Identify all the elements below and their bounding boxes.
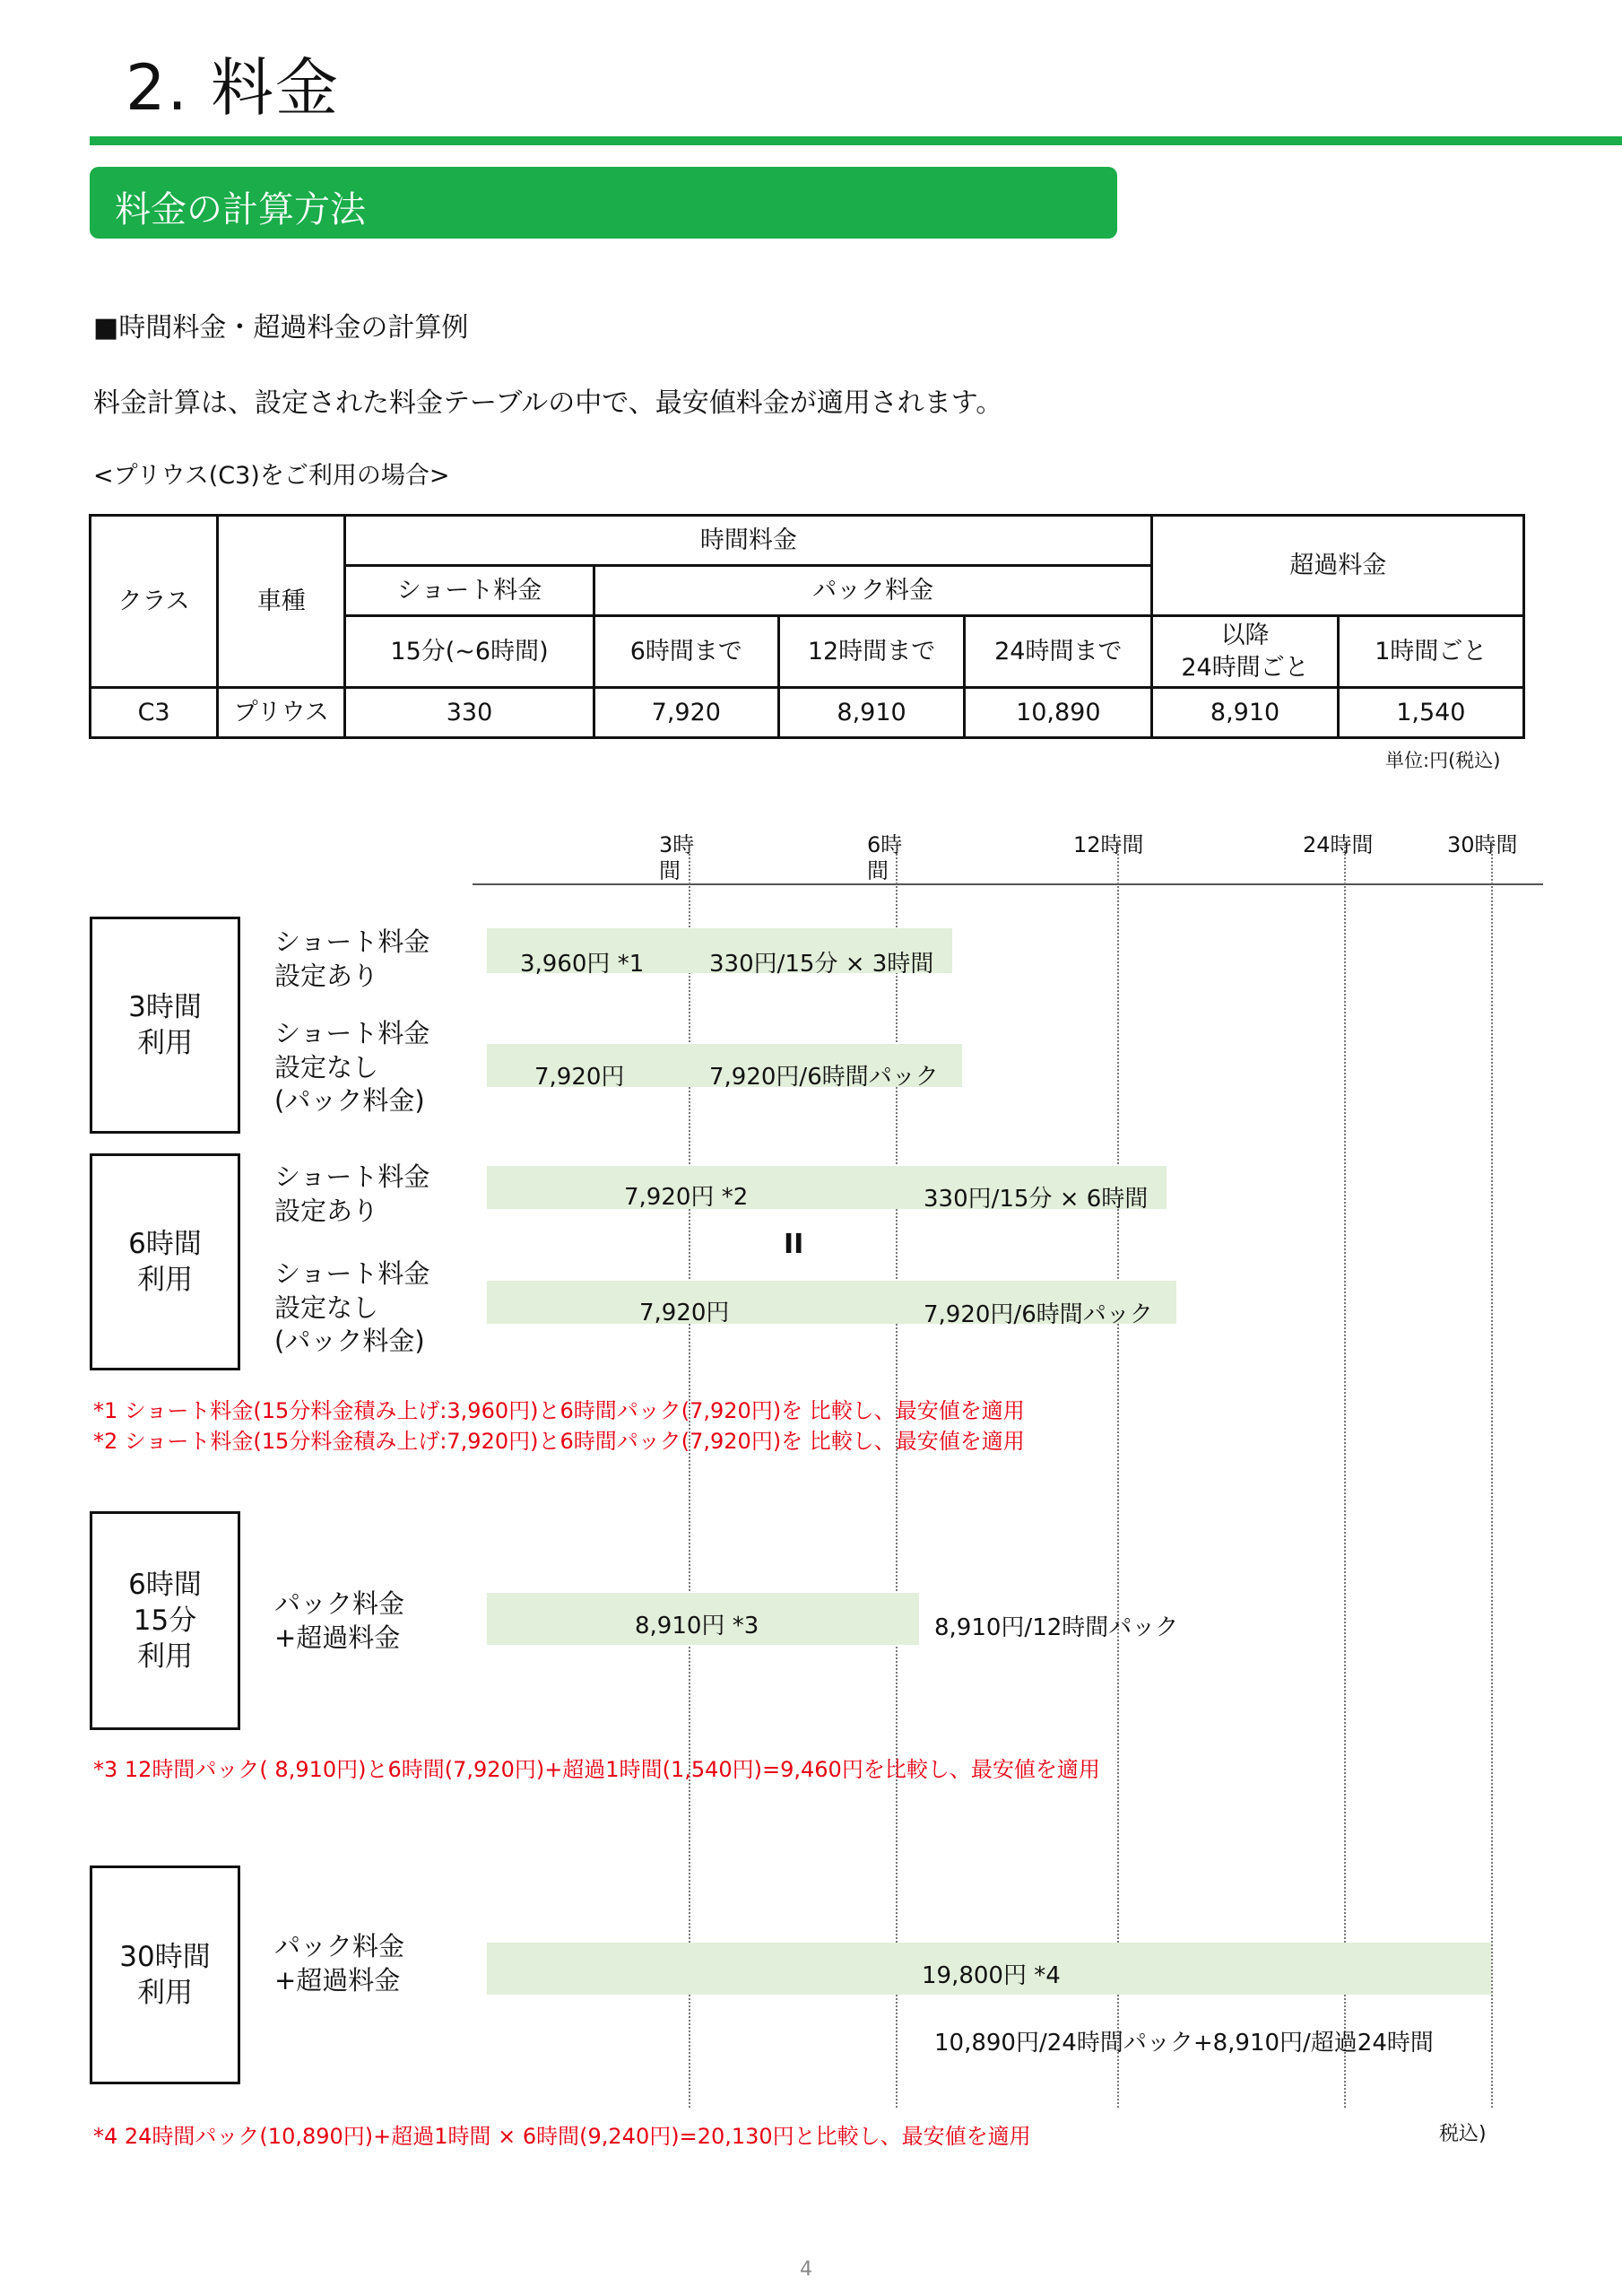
axis-label-3h-b: 間 bbox=[659, 857, 681, 883]
unit-note: 単位:円(税込) bbox=[1385, 750, 1501, 771]
header-after-24h-a: 以降 bbox=[1220, 622, 1270, 650]
case-6h-short-bar bbox=[487, 1166, 1167, 1213]
case-30h-label-a: パック料金 bbox=[274, 1931, 405, 1961]
case-6h15m-bar bbox=[487, 1593, 919, 1645]
header-12h: 12時間まで bbox=[778, 616, 964, 688]
title-rule bbox=[90, 136, 1622, 145]
case-label: <プリウス(C3)をご利用の場合> bbox=[93, 462, 450, 490]
case-6h15m-calc: 8,910円/12時間パック bbox=[934, 1614, 1179, 1641]
intro-text: 料金計算は、設定された料金テーブルの中で、最安値料金が適用されます。 bbox=[93, 387, 1003, 419]
case-3h-no-short-label bbox=[274, 1017, 429, 1118]
case-6h15m-label-a: パック料金 bbox=[274, 1588, 405, 1619]
note-2: *2 ショート料金(15分料金積み上げ:7,920円)と6時間パック(7,920円)を 比較し、最安値を適用 bbox=[93, 1429, 1025, 1454]
cell-pack-6h: 7,920 bbox=[594, 688, 778, 738]
header-15min: 15分(~6時間) bbox=[345, 616, 594, 688]
cell-car: プリウス bbox=[218, 688, 345, 738]
axis-label-6h-b: 間 bbox=[867, 857, 889, 883]
axis-label-30h: 30時間 bbox=[1447, 832, 1518, 857]
case-6h15m-label-b: +超過料金 bbox=[274, 1622, 401, 1653]
case-6h-short-calc: 330円/15分 × 6時間 bbox=[924, 1186, 1149, 1213]
case-30h-box bbox=[90, 1866, 240, 2084]
axis-label-12h: 12時間 bbox=[1073, 832, 1144, 857]
case-30h-box-a: 30時間 bbox=[119, 1940, 211, 1973]
table-row bbox=[91, 688, 1524, 738]
subheading: ■時間料金・超過料金の計算例 bbox=[93, 312, 469, 344]
cell-short: 330 bbox=[345, 688, 594, 738]
case-30h-box-b: 利用 bbox=[136, 1977, 193, 2009]
header-per-1h: 1時間ごと bbox=[1338, 616, 1523, 688]
header-pack-fee: パック料金 bbox=[594, 566, 1152, 616]
case-3h-pack-bar bbox=[487, 1044, 962, 1091]
case-3h-with-short-a: ショート料金 bbox=[274, 926, 430, 957]
case-6h15m-box-c: 利用 bbox=[136, 1640, 193, 1674]
case-30h-label bbox=[274, 1930, 404, 1997]
case-3h-short-calc: 330円/15分 × 3時間 bbox=[709, 951, 934, 978]
page-number: 4 bbox=[800, 2258, 812, 2281]
case-6h-no-short-b: 設定なし bbox=[274, 1292, 379, 1323]
case-30h-calc: 10,890円/24時間パック+8,910円/超過24時間 bbox=[934, 2030, 1434, 2057]
cell-class: C3 bbox=[91, 688, 218, 738]
page-title: 2. 料金 bbox=[126, 51, 341, 125]
case-6h-short-amount: 7,920円 *2 bbox=[624, 1184, 749, 1211]
case-30h-bar bbox=[487, 1943, 1491, 1995]
gridline-3h bbox=[689, 843, 690, 2108]
case-6h-box bbox=[90, 1153, 240, 1370]
header-after-24h bbox=[1152, 616, 1338, 688]
case-6h-pack-calc: 7,920円/6時間パック bbox=[924, 1301, 1153, 1328]
case-6h15m-box-b: 15分 bbox=[133, 1604, 197, 1637]
case-6h-no-short-a: ショート料金 bbox=[274, 1258, 430, 1289]
cell-pack-12h: 8,910 bbox=[778, 688, 964, 738]
case-3h-box-a: 3時間 bbox=[128, 990, 202, 1023]
tax-note: 税込) bbox=[1439, 2123, 1487, 2145]
header-after-24h-b: 24時間ごと bbox=[1181, 653, 1309, 682]
fee-table bbox=[89, 514, 1525, 739]
case-3h-box bbox=[90, 917, 240, 1134]
case-6h-box-a: 6時間 bbox=[128, 1227, 202, 1260]
note-4: *4 24時間パック(10,890円)+超過1時間 × 6時間(9,240円)=20,130円と比較し、最安値を適用 bbox=[93, 2124, 1031, 2149]
case-6h-pack-bar bbox=[487, 1281, 1176, 1328]
case-3h-with-short-b: 設定あり bbox=[274, 960, 379, 991]
case-6h-no-short-label bbox=[274, 1257, 429, 1359]
case-3h-no-short-c: (パック料金) bbox=[274, 1085, 425, 1117]
case-30h-amount: 19,800円 *4 bbox=[922, 1962, 1061, 1989]
case-6h-with-short-a: ショート料金 bbox=[274, 1161, 430, 1192]
case-6h-with-short-label bbox=[274, 1161, 429, 1228]
time-axis bbox=[473, 883, 1543, 885]
case-3h-short-amount: 3,960円 *1 bbox=[520, 951, 645, 978]
gridline-12h bbox=[1117, 843, 1119, 2108]
case-6h15m-label bbox=[274, 1587, 404, 1655]
note-1: *1 ショート料金(15分料金積み上げ:3,960円)と6時間パック(7,920円)を 比較し、最安値を適用 bbox=[93, 1398, 1025, 1423]
gridline-30h bbox=[1491, 843, 1493, 2108]
case-6h-box-b: 利用 bbox=[136, 1264, 193, 1296]
case-3h-no-short-b: 設定なし bbox=[274, 1051, 379, 1083]
cell-excess-24h: 8,910 bbox=[1152, 688, 1338, 738]
cell-excess-1h: 1,540 bbox=[1338, 688, 1523, 738]
header-24h: 24時間まで bbox=[965, 616, 1152, 688]
case-6h-no-short-c: (パック料金) bbox=[274, 1326, 425, 1357]
note-3: *3 12時間パック( 8,910円)と6時間(7,920円)+超過1時間(1,540円)=9,460円を比較し、最安値を適用 bbox=[93, 1757, 1100, 1782]
case-3h-no-short-a: ショート料金 bbox=[274, 1018, 430, 1048]
axis-label-3h-a: 3時 bbox=[659, 832, 695, 857]
case-3h-pack-amount: 7,920円 bbox=[534, 1064, 625, 1091]
header-excess-fee: 超過料金 bbox=[1152, 516, 1524, 616]
case-3h-box-b: 利用 bbox=[136, 1027, 193, 1059]
header-car: 車種 bbox=[218, 516, 345, 688]
gridline-6h bbox=[896, 843, 898, 2108]
header-time-fee: 時間料金 bbox=[345, 516, 1152, 566]
header-6h: 6時間まで bbox=[594, 616, 778, 688]
case-6h-with-short-b: 設定あり bbox=[274, 1195, 379, 1226]
case-3h-with-short-label bbox=[274, 926, 429, 993]
case-6h-pack-amount: 7,920円 bbox=[639, 1300, 730, 1326]
gridline-24h bbox=[1344, 843, 1346, 2108]
equal-sign: II bbox=[784, 1229, 804, 1260]
case-6h15m-box bbox=[90, 1511, 240, 1730]
axis-label-24h: 24時間 bbox=[1303, 832, 1374, 857]
header-short-fee: ショート料金 bbox=[345, 566, 594, 616]
cell-pack-24h: 10,890 bbox=[965, 688, 1152, 738]
case-6h15m-box-a: 6時間 bbox=[128, 1568, 202, 1601]
case-6h15m-amount: 8,910円 *3 bbox=[635, 1613, 759, 1639]
section-banner bbox=[90, 167, 1117, 239]
case-30h-label-b: +超過料金 bbox=[274, 1964, 401, 1996]
case-3h-pack-calc: 7,920円/6時間パック bbox=[709, 1064, 939, 1091]
section-title: 料金の計算方法 bbox=[115, 189, 366, 230]
header-class: クラス bbox=[91, 516, 218, 688]
case-3h-short-bar bbox=[487, 928, 952, 978]
axis-label-6h-a: 6時 bbox=[867, 832, 903, 857]
